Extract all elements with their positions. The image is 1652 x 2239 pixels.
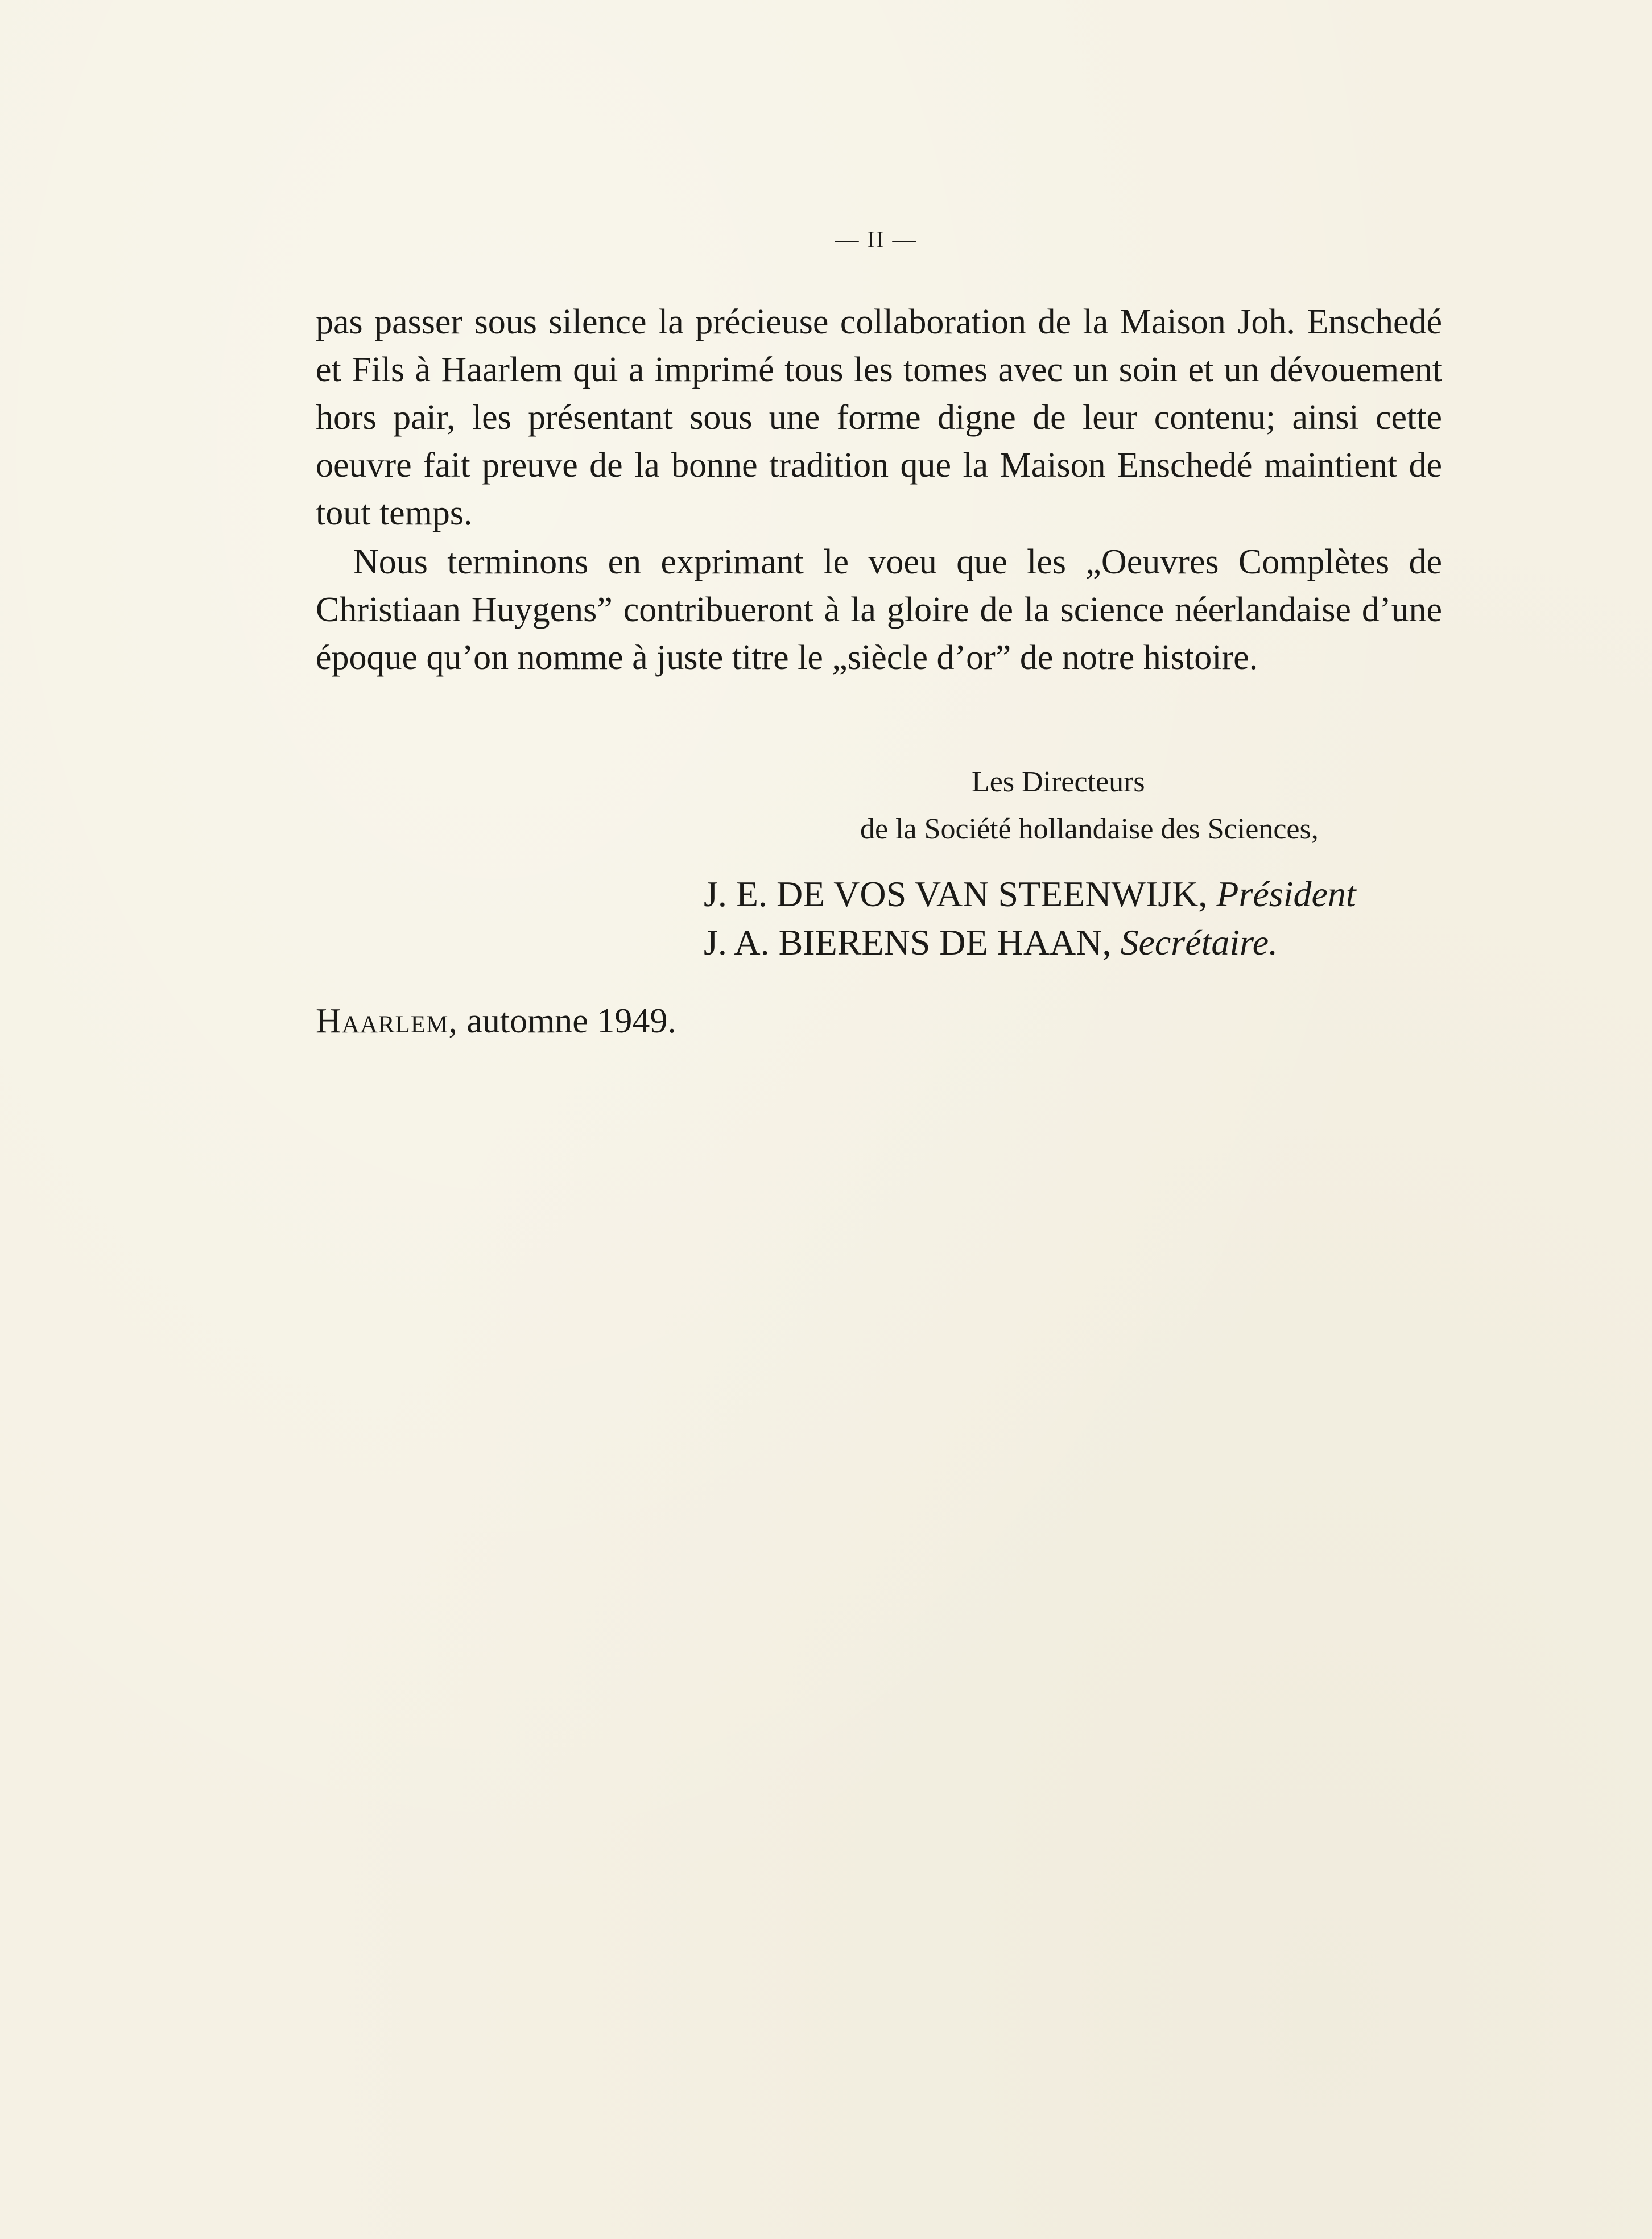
body-paragraph-1: pas passer sous silence la précieuse collaboration de la Maison Joh. Enschedé et Fils à Haarlem qui a imprimé tous les tomes avec un soin et un dévouement hors pair, les présentant sous une forme digne de leur contenu; ainsi cette oeuvre fait preuve de la bonne tradition que la Maison Enschedé maintient de tout temps. xyxy=(316,303,1442,532)
signature-societe: de la Société hollandaise des Sciences, xyxy=(860,813,1319,845)
signature-secretaire xyxy=(704,922,1278,964)
place-and-date xyxy=(316,1001,676,1042)
president-title: Président xyxy=(1216,874,1356,914)
secretaire-title: Secrétaire. xyxy=(1120,922,1278,962)
signature-president xyxy=(704,873,1356,915)
page-number: — II — xyxy=(835,227,918,253)
place-city: Haarlem, xyxy=(316,1002,458,1040)
body-paragraph-2: Nous terminons en exprimant le voeu que les „Oeuvres Complètes de Christiaan Huygens” contribueront à la gloire de la science néerlandaise d’une époque qu’on nomme à juste titre le „siècle d’or” de notre histoire. xyxy=(316,543,1442,677)
president-name: J. E. DE VOS VAN STEENWIJK, xyxy=(704,874,1208,914)
signature-directeurs: Les Directeurs xyxy=(972,766,1145,798)
date-text: automne 1949. xyxy=(466,1002,676,1040)
secretaire-name: J. A. BIERENS DE HAAN, xyxy=(704,922,1112,962)
